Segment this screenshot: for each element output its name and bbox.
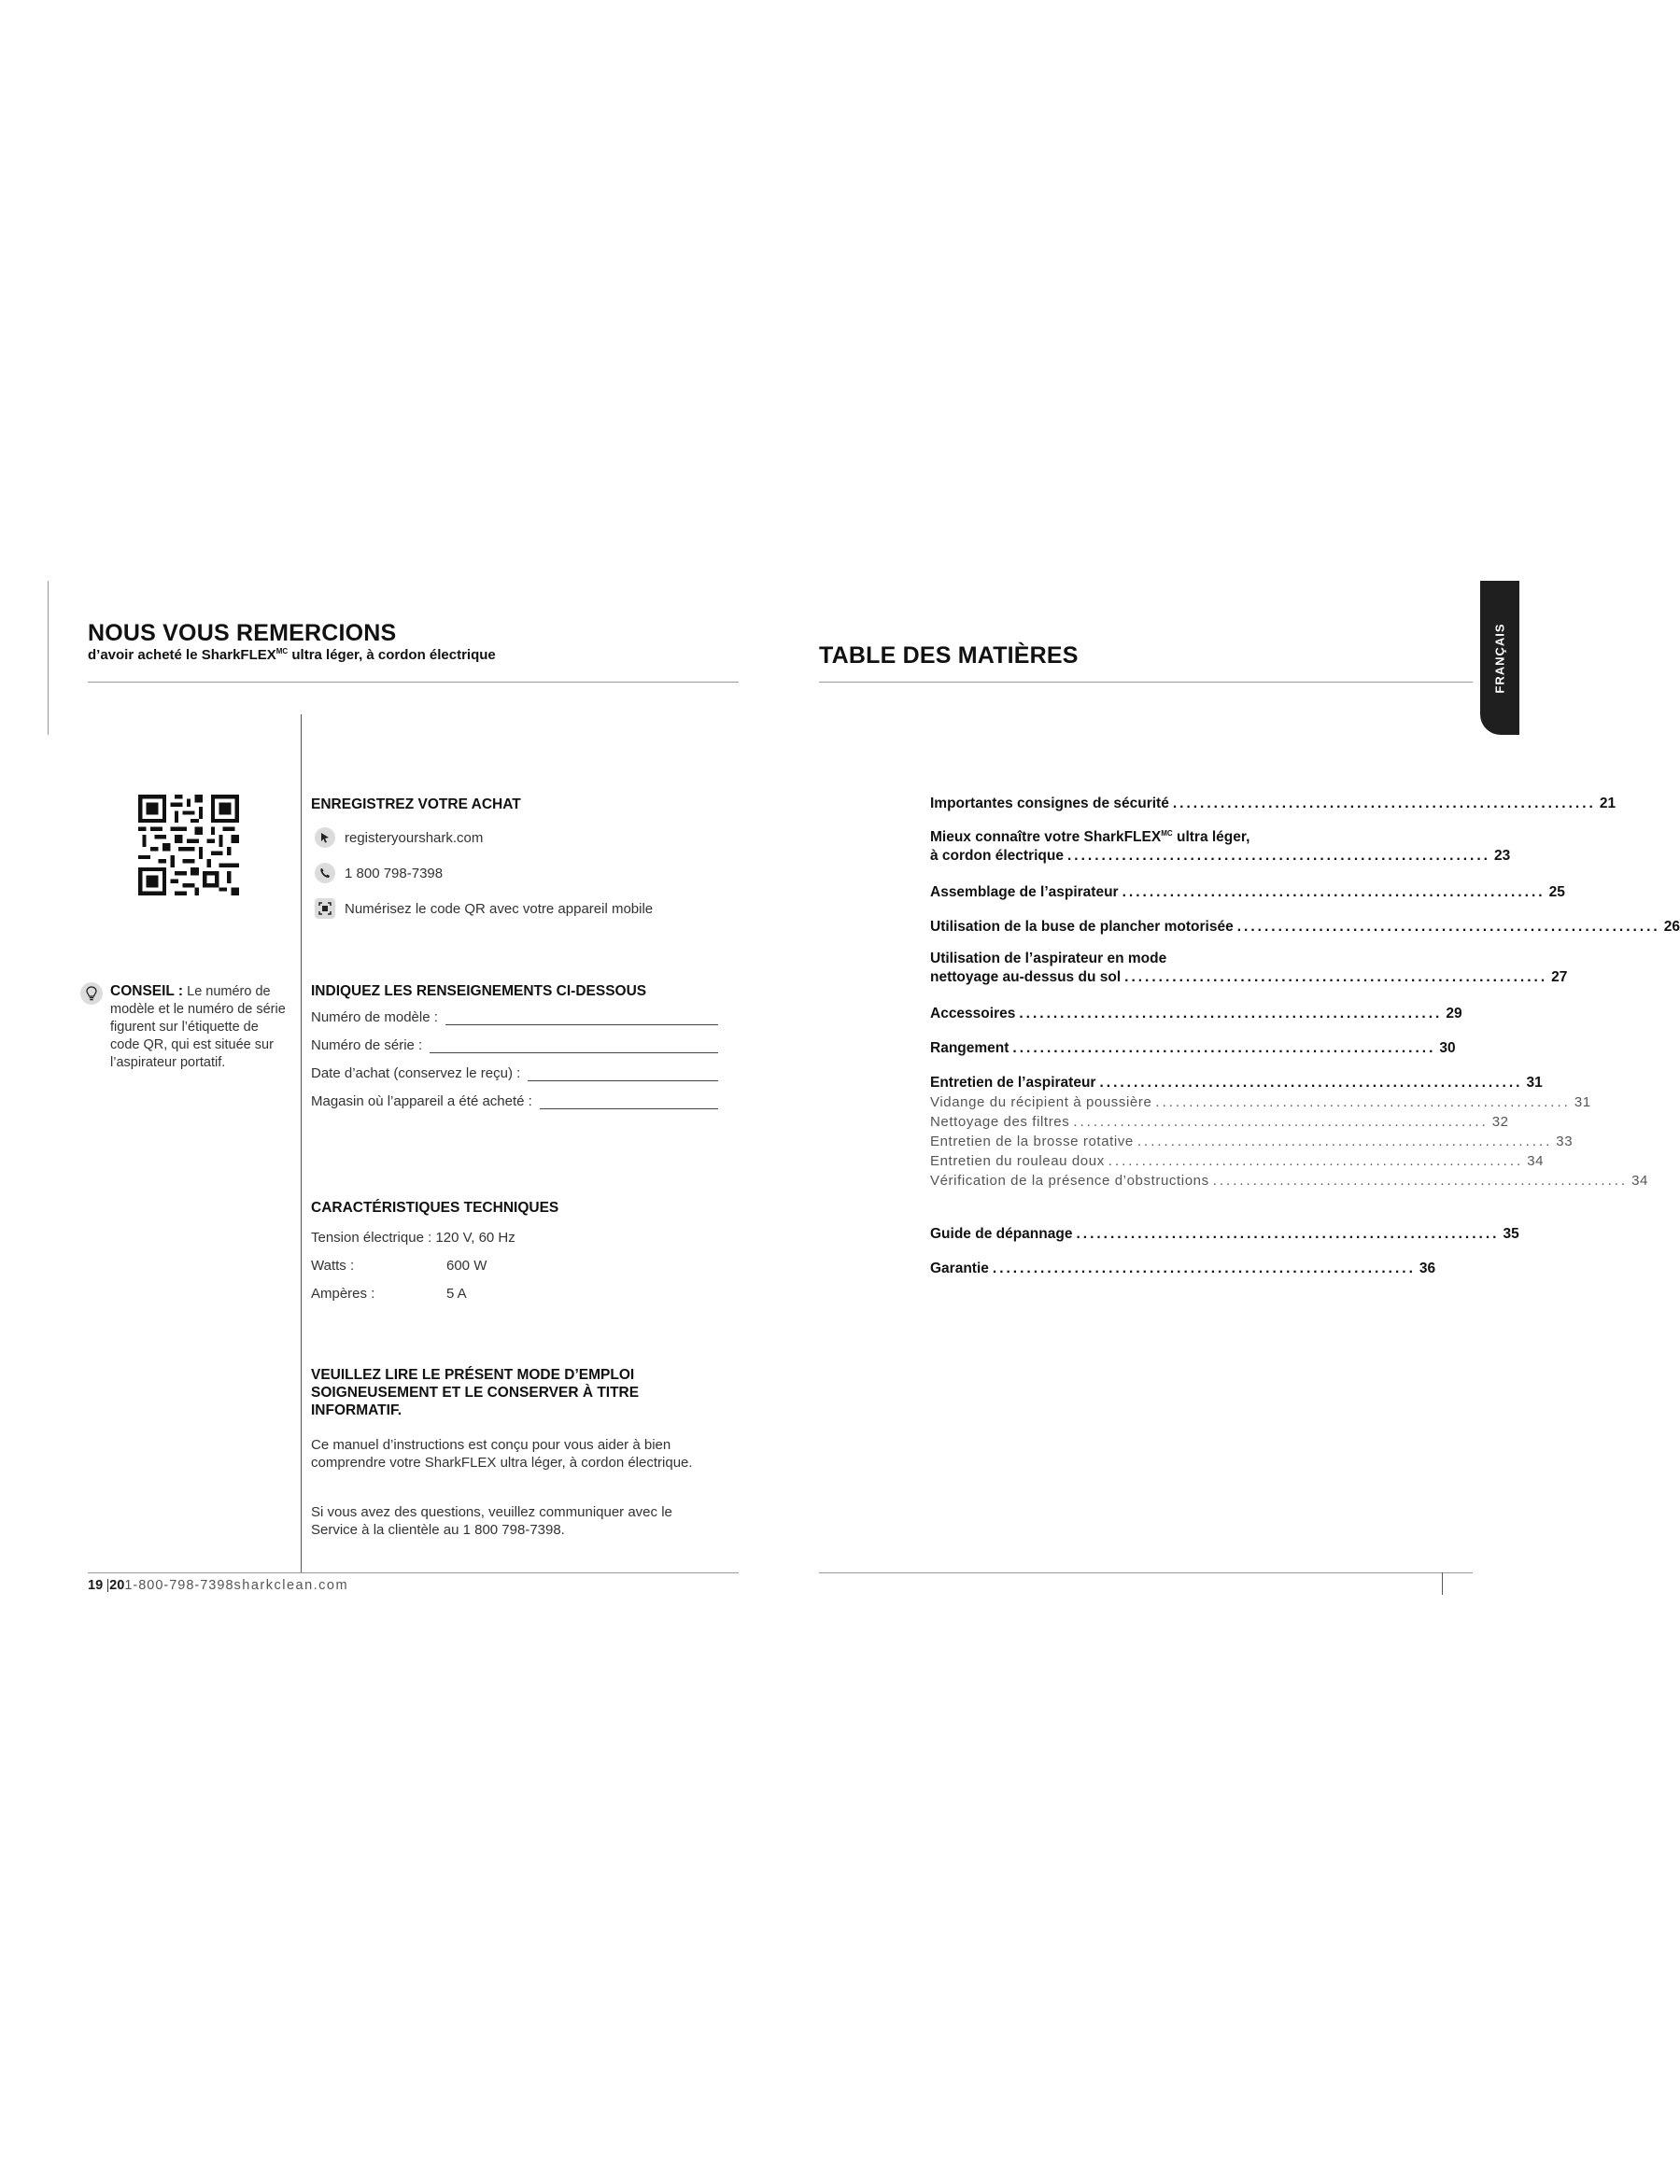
page-edge-left bbox=[48, 581, 49, 735]
qr-scan-icon bbox=[315, 898, 335, 919]
toc-subitem[interactable]: Entretien de la brosse rotative .............................................................. 33 bbox=[930, 1134, 1574, 1149]
register-heading: ENREGISTREZ VOTRE ACHAT bbox=[311, 796, 521, 812]
mouse-pointer-icon bbox=[315, 827, 335, 848]
read-paragraph-1: Ce manuel d’instructions est conçu pour vous aider à bien comprendre votre SharkFLEX ultra léger, à cordon électrique. bbox=[311, 1437, 693, 1471]
toc-list-8 bbox=[930, 1075, 1648, 1189]
register-scan-text: Numérisez le code QR avec votre appareil mobile bbox=[345, 900, 654, 917]
toc-subitem[interactable]: Entretien du rouleau doux .............................................................. 34 bbox=[930, 1153, 1545, 1169]
spec-watts-label: Watts : bbox=[311, 1258, 355, 1274]
toc-list-10 bbox=[930, 1261, 1436, 1277]
spec-tension bbox=[311, 1229, 515, 1247]
spec-tension-label: Tension électrique : bbox=[311, 1230, 432, 1246]
spec-amperes-label: Ampères : bbox=[311, 1286, 375, 1302]
title-rule-right bbox=[819, 682, 1473, 683]
toc-item[interactable]: Guide de dépannage .............................................................. 35 bbox=[930, 1226, 1519, 1242]
register-phone[interactable]: 1 800 798-7398 bbox=[345, 865, 444, 881]
toc-list-5 bbox=[930, 951, 1568, 986]
page-title: NOUS VOUS REMERCIONS bbox=[88, 620, 397, 646]
footer-contact: 1-800-798-7398 bbox=[124, 1578, 234, 1593]
qr-code-image bbox=[138, 795, 239, 895]
field-store[interactable]: Magasin où l’appareil a été acheté : bbox=[311, 1093, 718, 1109]
toc-item[interactable]: Rangement .............................................................. 30 bbox=[930, 1040, 1456, 1056]
language-tab: FRANÇAIS bbox=[1480, 581, 1519, 735]
toc-list-2 bbox=[930, 829, 1511, 865]
field-purchase-date[interactable]: Date d’achat (conservez le reçu) : bbox=[311, 1065, 718, 1081]
column-divider bbox=[301, 714, 302, 1573]
footer-left bbox=[88, 1578, 348, 1593]
register-phone-row bbox=[315, 863, 443, 883]
toc-item[interactable]: Garantie .............................................................. 36 bbox=[930, 1261, 1436, 1276]
phone-icon bbox=[315, 863, 335, 883]
toc-subitem[interactable]: Nettoyage des filtres .............................................................. 32 bbox=[930, 1114, 1509, 1130]
toc-item[interactable]: Utilisation de la buse de plancher motorisée .............................................................. 26 bbox=[930, 919, 1680, 935]
info-heading: INDIQUEZ LES RENSEIGNEMENTS CI-DESSOUS bbox=[311, 983, 647, 999]
page-number-19: 19 bbox=[88, 1578, 104, 1593]
register-scan-row bbox=[315, 898, 653, 919]
spec-watts-value: 600 W bbox=[446, 1258, 487, 1274]
tip-box bbox=[80, 982, 288, 1072]
footer-site[interactable]: sharkclean.com bbox=[233, 1578, 349, 1593]
toc-item[interactable]: Accessoires .............................................................. 29 bbox=[930, 1006, 1462, 1022]
toc-subitem[interactable]: Vérification de la présence d’obstructions .............................................................. 34 bbox=[930, 1173, 1648, 1189]
toc-item-line: Utilisation de l’aspirateur en mode bbox=[930, 951, 1167, 966]
toc-list-3 bbox=[930, 884, 1565, 901]
read-paragraph-2: Si vous avez des questions, veuillez communiquer avec le Service à la clientèle au 1 800 798-7398. bbox=[311, 1504, 672, 1538]
toc-list-6 bbox=[930, 1006, 1462, 1022]
field-model-number[interactable]: Numéro de modèle : bbox=[311, 1009, 718, 1025]
page-number-20: 20 bbox=[109, 1578, 125, 1593]
register-website-row bbox=[315, 827, 483, 848]
page-subtitle bbox=[88, 647, 496, 663]
toc-item[interactable]: nettoyage au-dessus du sol .............................................................. 27 bbox=[930, 969, 1568, 985]
toc-item[interactable]: Assemblage de l’aspirateur .............................................................. 25 bbox=[930, 884, 1565, 900]
toc-item[interactable]: Entretien de l’aspirateur .............................................................. 31 bbox=[930, 1075, 1543, 1091]
register-website[interactable]: registeryourshark.com bbox=[345, 829, 484, 846]
field-serial-number[interactable]: Numéro de série : bbox=[311, 1037, 718, 1053]
toc-item[interactable]: Importantes consignes de sécurité .............................................................. 21 bbox=[930, 796, 1616, 811]
toc-item-line: Mieux connaître votre SharkFLEX$^{MC}$ ultra léger, bbox=[930, 829, 1250, 846]
footer-rule-left bbox=[88, 1572, 739, 1573]
subtitle-text: d’avoir acheté le SharkFLEX bbox=[88, 647, 276, 663]
toc-list-7 bbox=[930, 1040, 1456, 1057]
footer-tick-right bbox=[1442, 1572, 1443, 1595]
toc-subitem[interactable]: Vidange du récipient à poussière .............................................................. 31 bbox=[930, 1094, 1591, 1110]
trademark-sup: MC bbox=[275, 647, 289, 655]
subtitle-text-end: ultra léger, à cordon électrique bbox=[288, 647, 496, 663]
title-rule-left bbox=[88, 682, 739, 683]
toc-list-4 bbox=[930, 919, 1680, 936]
toc-list-9 bbox=[930, 1226, 1519, 1243]
footer-rule-right bbox=[819, 1572, 1473, 1573]
tip-text: Le numéro de modèle et le numéro de série figurent sur l’étiquette de code QR, qui est située sur l’aspirateur portatif. bbox=[110, 984, 286, 1070]
toc-title: TABLE DES MATIÈRES bbox=[819, 642, 1079, 669]
toc-item[interactable]: à cordon électrique .............................................................. 23 bbox=[930, 848, 1511, 865]
read-heading: VEUILLEZ LIRE LE PRÉSENT MODE D’EMPLOI SOIGNEUSEMENT ET LE CONSERVER À TITRE INFORMATIF. bbox=[311, 1367, 640, 1418]
lightbulb-icon bbox=[80, 982, 103, 1005]
spec-amperes-value: 5 A bbox=[446, 1286, 467, 1302]
specs-heading: CARACTÉRISTIQUES TECHNIQUES bbox=[311, 1200, 559, 1216]
tip-label: CONSEIL : bbox=[110, 983, 184, 999]
toc-list bbox=[930, 796, 1616, 812]
spec-tension-value: 120 V, 60 Hz bbox=[435, 1230, 515, 1246]
